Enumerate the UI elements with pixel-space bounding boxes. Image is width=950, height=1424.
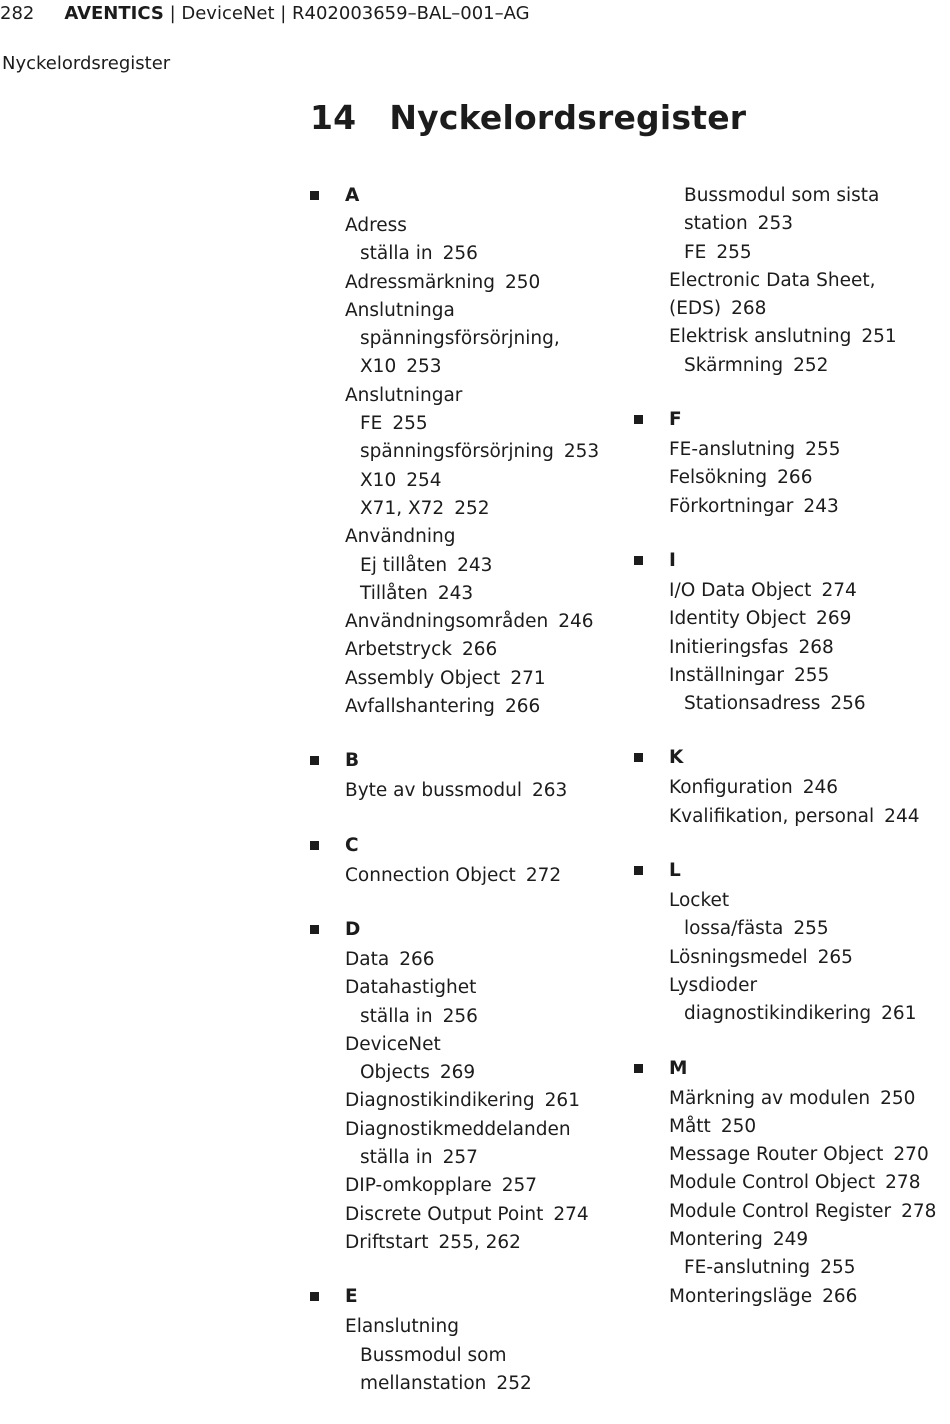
entry-page-ref: 253 xyxy=(563,441,600,463)
index-subentry xyxy=(310,1003,630,1031)
entry-page-ref: 268 xyxy=(731,298,767,320)
index-subentry xyxy=(634,1254,950,1282)
entry-page-ref: 266 xyxy=(399,948,435,970)
entry-text: Inställningar xyxy=(669,664,784,686)
index-letter-heading xyxy=(310,1283,630,1311)
index-entry xyxy=(634,634,950,662)
index-entry xyxy=(310,1229,630,1257)
section-label: Nyckelordsregister xyxy=(2,53,171,74)
entry-page-ref: 255 xyxy=(805,439,841,461)
entry-page-ref: 272 xyxy=(525,864,562,886)
index-group-continued xyxy=(634,182,950,380)
entry-text: Stationsadress xyxy=(684,693,821,715)
entry-text: Bussmodul som sista xyxy=(684,185,880,206)
entry-text: Anslutninga xyxy=(345,299,455,321)
index-letter-heading xyxy=(310,182,630,210)
index-subentry xyxy=(310,1342,630,1370)
index-group-l xyxy=(634,857,950,1028)
entry-text: FE xyxy=(360,413,383,435)
entry-page-ref: 257 xyxy=(442,1147,478,1169)
index-entry xyxy=(310,974,630,1002)
entry-text: Konfiguration xyxy=(669,777,793,799)
index-entry xyxy=(310,212,630,240)
square-bullet-icon xyxy=(634,1064,643,1073)
index-entry xyxy=(634,295,950,323)
entry-page-ref: 257 xyxy=(501,1175,538,1197)
entry-page-ref: 246 xyxy=(558,611,594,633)
entry-text: FE-anslutning xyxy=(669,439,796,461)
entry-page-ref: 278 xyxy=(901,1200,937,1222)
entry-text: lossa/fästa xyxy=(684,918,784,940)
index-entry xyxy=(310,946,630,974)
entry-text: Mått xyxy=(669,1115,711,1137)
entry-text: Bussmodul som xyxy=(360,1344,507,1366)
entry-page-ref: 253 xyxy=(757,213,793,235)
entry-page-ref: 246 xyxy=(802,777,839,799)
square-bullet-icon xyxy=(310,756,319,765)
index-entry xyxy=(310,1172,630,1200)
index-subentry xyxy=(310,1144,630,1172)
index-subentry xyxy=(634,210,950,238)
index-letter: K xyxy=(669,747,684,769)
index-entry xyxy=(310,1201,630,1229)
index-group-f xyxy=(634,406,950,521)
entry-page-ref: 256 xyxy=(830,693,866,715)
index-entry xyxy=(310,665,630,693)
index-letter-heading xyxy=(634,547,950,575)
square-bullet-icon xyxy=(310,191,319,200)
entry-page-ref: 270 xyxy=(893,1144,929,1166)
index-entry xyxy=(634,577,950,605)
page-header xyxy=(0,3,530,24)
entry-text: I/O Data Object xyxy=(669,579,812,601)
index-group-k xyxy=(634,744,950,831)
entry-text: Användningsområden xyxy=(345,611,549,633)
index-group-e xyxy=(310,1283,630,1398)
index-letter-heading xyxy=(310,747,630,775)
index-subentry xyxy=(310,1059,630,1087)
entry-text: Förkortningar xyxy=(669,495,794,517)
entry-text: Datahastighet xyxy=(345,977,477,999)
entry-page-ref: 252 xyxy=(454,497,490,519)
entry-text: DIP-omkopplare xyxy=(345,1175,492,1197)
document-info: | DeviceNet | R402003659–BAL–001–AG xyxy=(163,3,530,24)
index-subentry xyxy=(634,239,950,267)
index-entry xyxy=(310,777,630,805)
entry-page-ref: 255, 262 xyxy=(438,1231,521,1253)
index-entry xyxy=(310,693,630,721)
entry-page-ref: 274 xyxy=(553,1203,589,1225)
index-subentry xyxy=(310,1370,630,1398)
index-entry xyxy=(634,1113,950,1141)
index-letter: I xyxy=(669,549,676,571)
entry-page-ref: 266 xyxy=(777,467,813,489)
entry-text: Användning xyxy=(345,526,456,548)
index-entry xyxy=(634,803,950,831)
entry-page-ref: 266 xyxy=(504,696,541,718)
square-bullet-icon xyxy=(634,866,643,875)
index-letter-heading xyxy=(634,1055,950,1083)
entry-page-ref: 255 xyxy=(793,918,829,940)
entry-page-ref: 250 xyxy=(720,1115,757,1137)
index-letter-heading xyxy=(634,406,950,434)
index-subentry xyxy=(634,182,950,210)
index-group-d xyxy=(310,916,630,1257)
entry-text: spänningsförsörjning, xyxy=(360,328,560,350)
square-bullet-icon xyxy=(634,753,643,762)
entry-page-ref: 274 xyxy=(821,579,857,601)
entry-page-ref: 268 xyxy=(798,636,834,658)
index-column-left xyxy=(310,182,630,1424)
index-letter-heading xyxy=(634,857,950,885)
index-letter: B xyxy=(345,750,360,772)
index-entry xyxy=(310,1031,630,1059)
entry-page-ref: 251 xyxy=(861,326,897,348)
index-subentry xyxy=(634,1000,950,1028)
entry-text: mellanstation xyxy=(360,1372,487,1394)
entry-page-ref: 254 xyxy=(406,469,442,491)
entry-page-ref: 265 xyxy=(817,946,853,968)
entry-text: Elektrisk anslutning xyxy=(669,326,852,348)
entry-text: Lösningsmedel xyxy=(669,946,808,968)
index-group-c xyxy=(310,832,630,890)
index-entry xyxy=(634,464,950,492)
entry-text: Discrete Output Point xyxy=(345,1203,544,1225)
index-entry xyxy=(310,269,630,297)
index-letter: L xyxy=(669,860,681,882)
index-entry xyxy=(310,862,630,890)
index-letter: A xyxy=(345,185,360,206)
index-subentry xyxy=(634,690,950,718)
index-letter: D xyxy=(345,918,361,940)
brand-name: AVENTICS xyxy=(64,3,164,24)
entry-text: Anslutningar xyxy=(345,384,463,406)
entry-text: Byte av bussmodul xyxy=(345,780,523,802)
index-column-right xyxy=(634,182,950,1337)
index-letter: M xyxy=(669,1057,688,1079)
entry-text: Driftstart xyxy=(345,1231,429,1253)
index-entry xyxy=(310,297,630,325)
index-entry xyxy=(310,636,630,664)
index-entry xyxy=(310,1116,630,1144)
entry-page-ref: 256 xyxy=(442,1005,478,1027)
entry-text: (EDS) xyxy=(669,298,722,320)
entry-text: Electronic Data Sheet, xyxy=(669,269,876,291)
entry-page-ref: 263 xyxy=(532,780,568,802)
index-group-b xyxy=(310,747,630,805)
square-bullet-icon xyxy=(310,925,319,934)
entry-text: Avfallshantering xyxy=(345,696,495,718)
entry-text: Arbetstryck xyxy=(345,639,452,661)
entry-page-ref: 255 xyxy=(716,241,752,263)
index-entry xyxy=(310,382,630,410)
index-subentry xyxy=(310,495,630,523)
entry-text: Märkning av modulen xyxy=(669,1087,871,1109)
index-entry xyxy=(634,1283,950,1311)
entry-page-ref: 252 xyxy=(793,354,829,376)
entry-text: Adress xyxy=(345,215,407,236)
index-entry xyxy=(310,608,630,636)
index-letter-heading xyxy=(310,916,630,944)
index-entry xyxy=(310,1087,630,1115)
entry-text: Module Control Register xyxy=(669,1200,892,1222)
entry-page-ref: 255 xyxy=(392,413,428,435)
entry-text: Monteringsläge xyxy=(669,1285,813,1307)
index-letter: C xyxy=(345,834,359,856)
index-entry xyxy=(310,523,630,551)
entry-text: Message Router Object xyxy=(669,1144,884,1166)
entry-page-ref: 255 xyxy=(820,1257,856,1279)
entry-text: Assembly Object xyxy=(345,667,501,689)
index-group-a xyxy=(310,182,630,721)
index-entry xyxy=(634,972,950,1000)
index-entry xyxy=(634,605,950,633)
entry-page-ref: 266 xyxy=(461,639,498,661)
entry-text: Kvalifikation, personal xyxy=(669,805,875,827)
entry-text: Objects xyxy=(360,1062,430,1084)
entry-text: Identity Object xyxy=(669,608,807,630)
entry-page-ref: 252 xyxy=(496,1372,532,1394)
entry-text: diagnostikindikering xyxy=(684,1003,872,1025)
entry-text: Elanslutning xyxy=(345,1316,459,1338)
index-letter: E xyxy=(345,1286,358,1308)
entry-text: Diagnostikindikering xyxy=(345,1090,535,1112)
index-entry xyxy=(634,944,950,972)
index-letter: F xyxy=(669,409,682,431)
index-subentry xyxy=(310,580,630,608)
entry-page-ref: 266 xyxy=(822,1285,858,1307)
index-entry xyxy=(634,662,950,690)
index-letter-heading xyxy=(310,832,630,860)
index-group-m xyxy=(634,1055,950,1311)
entry-page-ref: 278 xyxy=(885,1172,921,1194)
entry-text: Initieringsfas xyxy=(669,636,789,658)
entry-page-ref: 253 xyxy=(406,356,442,378)
entry-page-ref: 250 xyxy=(880,1087,916,1109)
entry-text: Montering xyxy=(669,1229,763,1251)
entry-text: DeviceNet xyxy=(345,1033,441,1055)
index-group-i xyxy=(634,547,950,718)
index-entry xyxy=(634,1141,950,1169)
index-entry xyxy=(634,323,950,351)
index-entry xyxy=(634,774,950,802)
entry-text: ställa in xyxy=(360,1005,433,1027)
chapter-title xyxy=(310,98,746,137)
entry-page-ref: 244 xyxy=(884,805,920,827)
index-entry xyxy=(634,1198,950,1226)
index-entry xyxy=(634,1085,950,1113)
entry-page-ref: 243 xyxy=(457,554,493,576)
entry-text: Connection Object xyxy=(345,864,516,886)
index-subentry xyxy=(310,240,630,268)
index-entry xyxy=(634,493,950,521)
index-entry xyxy=(634,887,950,915)
entry-page-ref: 261 xyxy=(881,1003,917,1025)
index-subentry xyxy=(310,552,630,580)
chapter-title-text: Nyckelordsregister xyxy=(389,98,747,137)
entry-text: Skärmning xyxy=(684,354,784,376)
entry-text: Module Control Object xyxy=(669,1172,876,1194)
square-bullet-icon xyxy=(634,415,643,424)
index-subentry xyxy=(310,438,630,466)
entry-text: FE xyxy=(684,241,707,263)
entry-page-ref: 271 xyxy=(510,667,546,689)
entry-page-ref: 249 xyxy=(772,1229,809,1251)
entry-text: Adressmärkning xyxy=(345,271,495,293)
square-bullet-icon xyxy=(310,1292,319,1301)
index-subentry xyxy=(310,410,630,438)
index-subentry xyxy=(310,325,630,353)
entry-text: ställa in xyxy=(360,1147,433,1169)
entry-text: Locket xyxy=(669,890,730,912)
entry-text: Felsökning xyxy=(669,467,768,489)
entry-page-ref: 261 xyxy=(544,1090,580,1112)
entry-text: Tillåten xyxy=(360,582,428,604)
index-entry xyxy=(634,436,950,464)
entry-text: FE-anslutning xyxy=(684,1257,811,1279)
index-subentry xyxy=(634,352,950,380)
entry-text: X10 xyxy=(360,469,397,491)
entry-text: Ej tillåten xyxy=(360,554,448,576)
index-entry xyxy=(634,267,950,295)
entry-page-ref: 250 xyxy=(504,271,541,293)
entry-text: station xyxy=(684,213,748,235)
entry-text: spänningsförsörjning xyxy=(360,441,554,463)
entry-page-ref: 243 xyxy=(437,582,474,604)
entry-page-ref: 243 xyxy=(803,495,839,517)
entry-page-ref: 255 xyxy=(793,664,830,686)
index-letter-heading xyxy=(634,744,950,772)
index-entry xyxy=(634,1226,950,1254)
entry-text: Diagnostikmeddelanden xyxy=(345,1118,571,1140)
entry-text: X71, X72 xyxy=(360,497,445,519)
index-entry xyxy=(310,1313,630,1341)
index-entry xyxy=(634,1169,950,1197)
entry-text: Lysdioder xyxy=(669,974,758,996)
square-bullet-icon xyxy=(634,556,643,565)
entry-text: X10 xyxy=(360,356,397,378)
index-subentry xyxy=(634,915,950,943)
index-subentry xyxy=(310,467,630,495)
entry-text: Data xyxy=(345,948,390,970)
entry-page-ref: 269 xyxy=(439,1062,476,1084)
chapter-number: 14 xyxy=(310,98,357,137)
entry-page-ref: 256 xyxy=(442,243,478,265)
entry-text: ställa in xyxy=(360,243,433,265)
page-number: 282 xyxy=(0,3,35,24)
square-bullet-icon xyxy=(310,841,319,850)
entry-page-ref: 269 xyxy=(816,608,852,630)
index-subentry xyxy=(310,353,630,381)
